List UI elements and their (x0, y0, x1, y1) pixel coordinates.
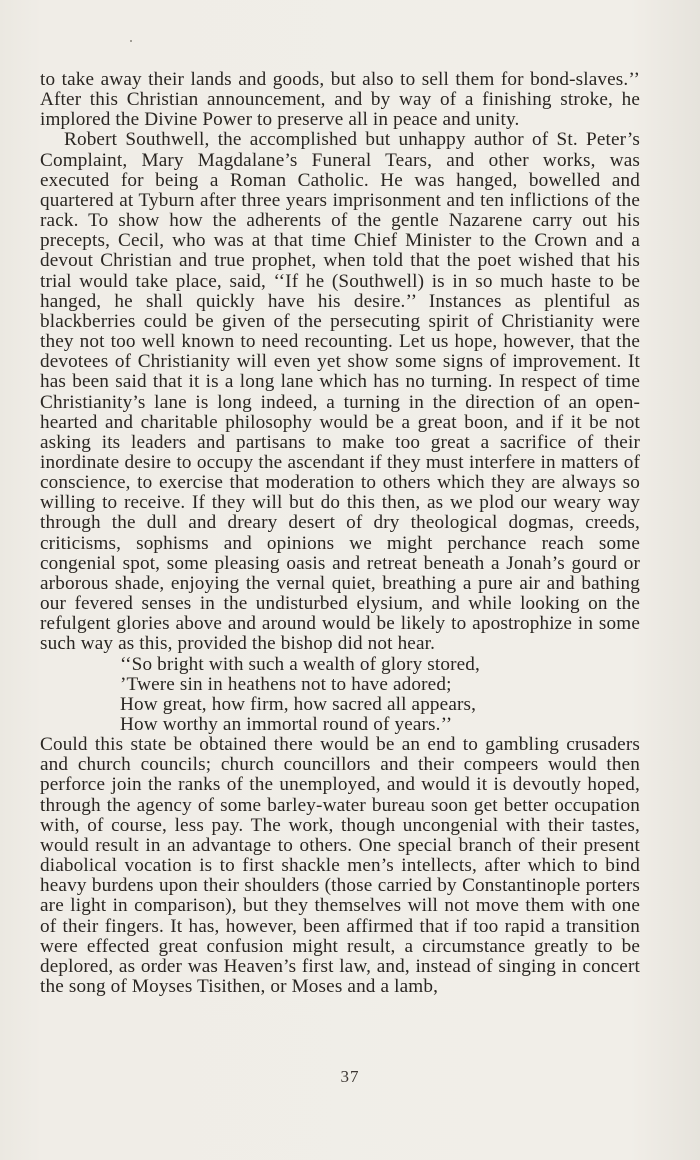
verse-line: ‘‘So bright with such a wealth of glory stored, (120, 653, 480, 675)
paragraph-closing: Could this state be obtained there would be an end to gambling crusaders and church councils; church councillors and their compeers would then perforce join the ranks of the unemployed, and would it is devoutly hoped, through the agency of some barley-water bureau soon get better occupation with, of course, less pay. The work, though uncongenial with their tastes, would result in an advantage to others. One special branch of their present diabolical vocation is to first shackle men’s intellects, after which to bind heavy burdens upon their shoulders (those carried by Constantinople porters are light in comparison), but they themselves will not move them with one of their fingers. It has, however, been affirmed that if too rapid a transition were effected great confusion might result, a circumstance greatly to be deplored, as order was Heaven’s first law, and, instead of singing in concert the song of Moyses Tisithen, or Moses and a lamb, (40, 734, 640, 998)
page-number: 37 (340, 1067, 360, 1086)
verse-line: How great, how firm, how sacred all appears, (120, 693, 477, 715)
paragraph-continuation: to take away their lands and goods, but also to sell them for bond-slaves.’’ After this Christian announcement, and by way of a finishing stroke, he implored the Divine Power to preserve all in peace and unity. (40, 69, 640, 131)
verse-line: ’Twere sin in heathens not to have adored; (120, 673, 452, 695)
verse-quotation (40, 655, 640, 736)
body-text (40, 70, 640, 997)
verse-line: How worthy an immortal round of years.’’ (120, 714, 453, 735)
paragraph-southwell: Robert Southwell, the accomplished but unhappy author of St. Peter’s Complaint, Mary Magdalane’s Funeral Tears, and other works, was executed for being a Roman Catholic. He was hanged, bowelled and quartered at Tyburn after three years imprisonment and ten inflictions of the rack. To show how the adherents of the gentle Nazarene carry out his precepts, Cecil, who was at that time Chief Minister to the Crown and a devout Christian and true prophet, when told that the poet wished that his trial would take place, said, ‘‘If he (Southwell) is in so much haste to be hanged, he shall quickly have his desire.’’ Instances as plentiful as blackberries could be given of the persecuting spirit of Christianity were they not too well known to need recounting. Let us hope, however, that the devotees of Christianity will even yet show some signs of improvement. It has been said that it is a long lane which has no turning. In respect of time Christianity’s lane is long indeed, a turning in the direction of an open-hearted and charitable philosophy would be a great boon, and if it be not asking its leaders and partisans to make too great a sacrifice of their inordinate desire to occupy the ascendant if they must interfere in matters of conscience, to exercise that moderation to others which they are always so willing to receive. If they will but do this then, as we plod our weary way through the dull and dreary desert of dry theological dogmas, creeds, criticisms, sophisms and opinions we might perchance reach some congenial spot, some pleasing oasis and retreat beneath a Jonah’s gourd or arborous shade, enjoying the vernal quiet, breathing a pure air and bathing our fevered senses in the undisturbed elysium, and while looking on the refulgent glories above and around would be likely to apostrophize in some such way as this, provided the bishop did not hear. (40, 129, 640, 655)
paper-speck (130, 40, 132, 42)
